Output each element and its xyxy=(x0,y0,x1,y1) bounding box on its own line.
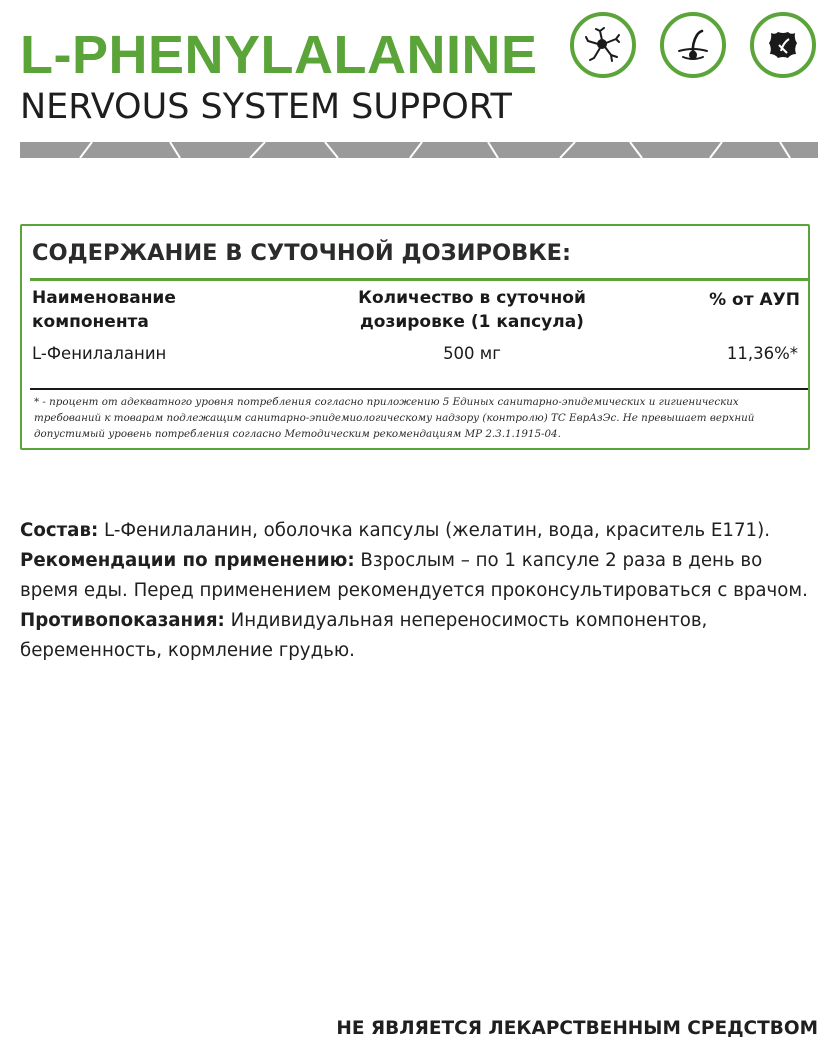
product-info xyxy=(20,516,820,666)
usage-text: Взрослым – по 1 капсуле 2 раза в день во время еды. Перед применением рекомендуется проконсультироваться с врачом. xyxy=(20,550,808,601)
row-component-name: L-Фенилаланин xyxy=(32,344,167,363)
usage-label: Рекомендации по применению: xyxy=(20,550,355,571)
col-header-component xyxy=(32,286,222,334)
col-header-percent: % от АУП xyxy=(709,290,800,310)
leather-icon xyxy=(750,12,816,78)
table-divider xyxy=(30,388,808,390)
product-subtitle: NERVOUS SYSTEM SUPPORT xyxy=(20,87,512,127)
product-title: L-PHENYLALANINE xyxy=(20,25,538,85)
decorative-stripe xyxy=(20,142,818,158)
contraindications-text: Индивидуальная непереносимость компонентов, беременность, кормление грудью. xyxy=(20,610,708,661)
composition-label: Состав: xyxy=(20,520,99,541)
composition-paragraph xyxy=(20,516,820,546)
col-header-amount xyxy=(322,286,622,334)
col-header-component-label: Наименование компонента xyxy=(32,288,176,332)
hair-icon xyxy=(660,12,726,78)
footnote: * - процент от адекватного уровня потребления согласно приложению 5 Единых санитарно-эпидемических и гигиенических требований к товарам подлежащим санитарно-эпидемиологическому надзору (контролю) ТС ЕврАзЭс. Не превышает верхний допустимый уровень потребления согласно Методическим рекомендациям МР 2.3.1.1915-04. xyxy=(34,396,755,440)
dosage-panel xyxy=(20,224,810,450)
row-component-percent: 11,36%* xyxy=(726,344,798,363)
neuron-icon xyxy=(570,12,636,78)
row-component-amount: 500 мг xyxy=(443,344,501,363)
col-header-amount-label: Количество в суточной дозировке (1 капсула) xyxy=(358,288,586,332)
contraindications-paragraph xyxy=(20,606,820,666)
usage-paragraph xyxy=(20,546,820,606)
title-divider xyxy=(30,278,808,281)
benefit-icons xyxy=(570,12,816,78)
composition-text: L-Фенилаланин, оболочка капсулы (желатин, вода, краситель Е171). xyxy=(98,520,771,541)
dosage-title: СОДЕРЖАНИЕ В СУТОЧНОЙ ДОЗИРОВКЕ: xyxy=(32,240,571,266)
contraindications-label: Противопоказания: xyxy=(20,610,225,631)
disclaimer: НЕ ЯВЛЯЕТСЯ ЛЕКАРСТВЕННЫМ СРЕДСТВОМ xyxy=(336,1018,818,1039)
